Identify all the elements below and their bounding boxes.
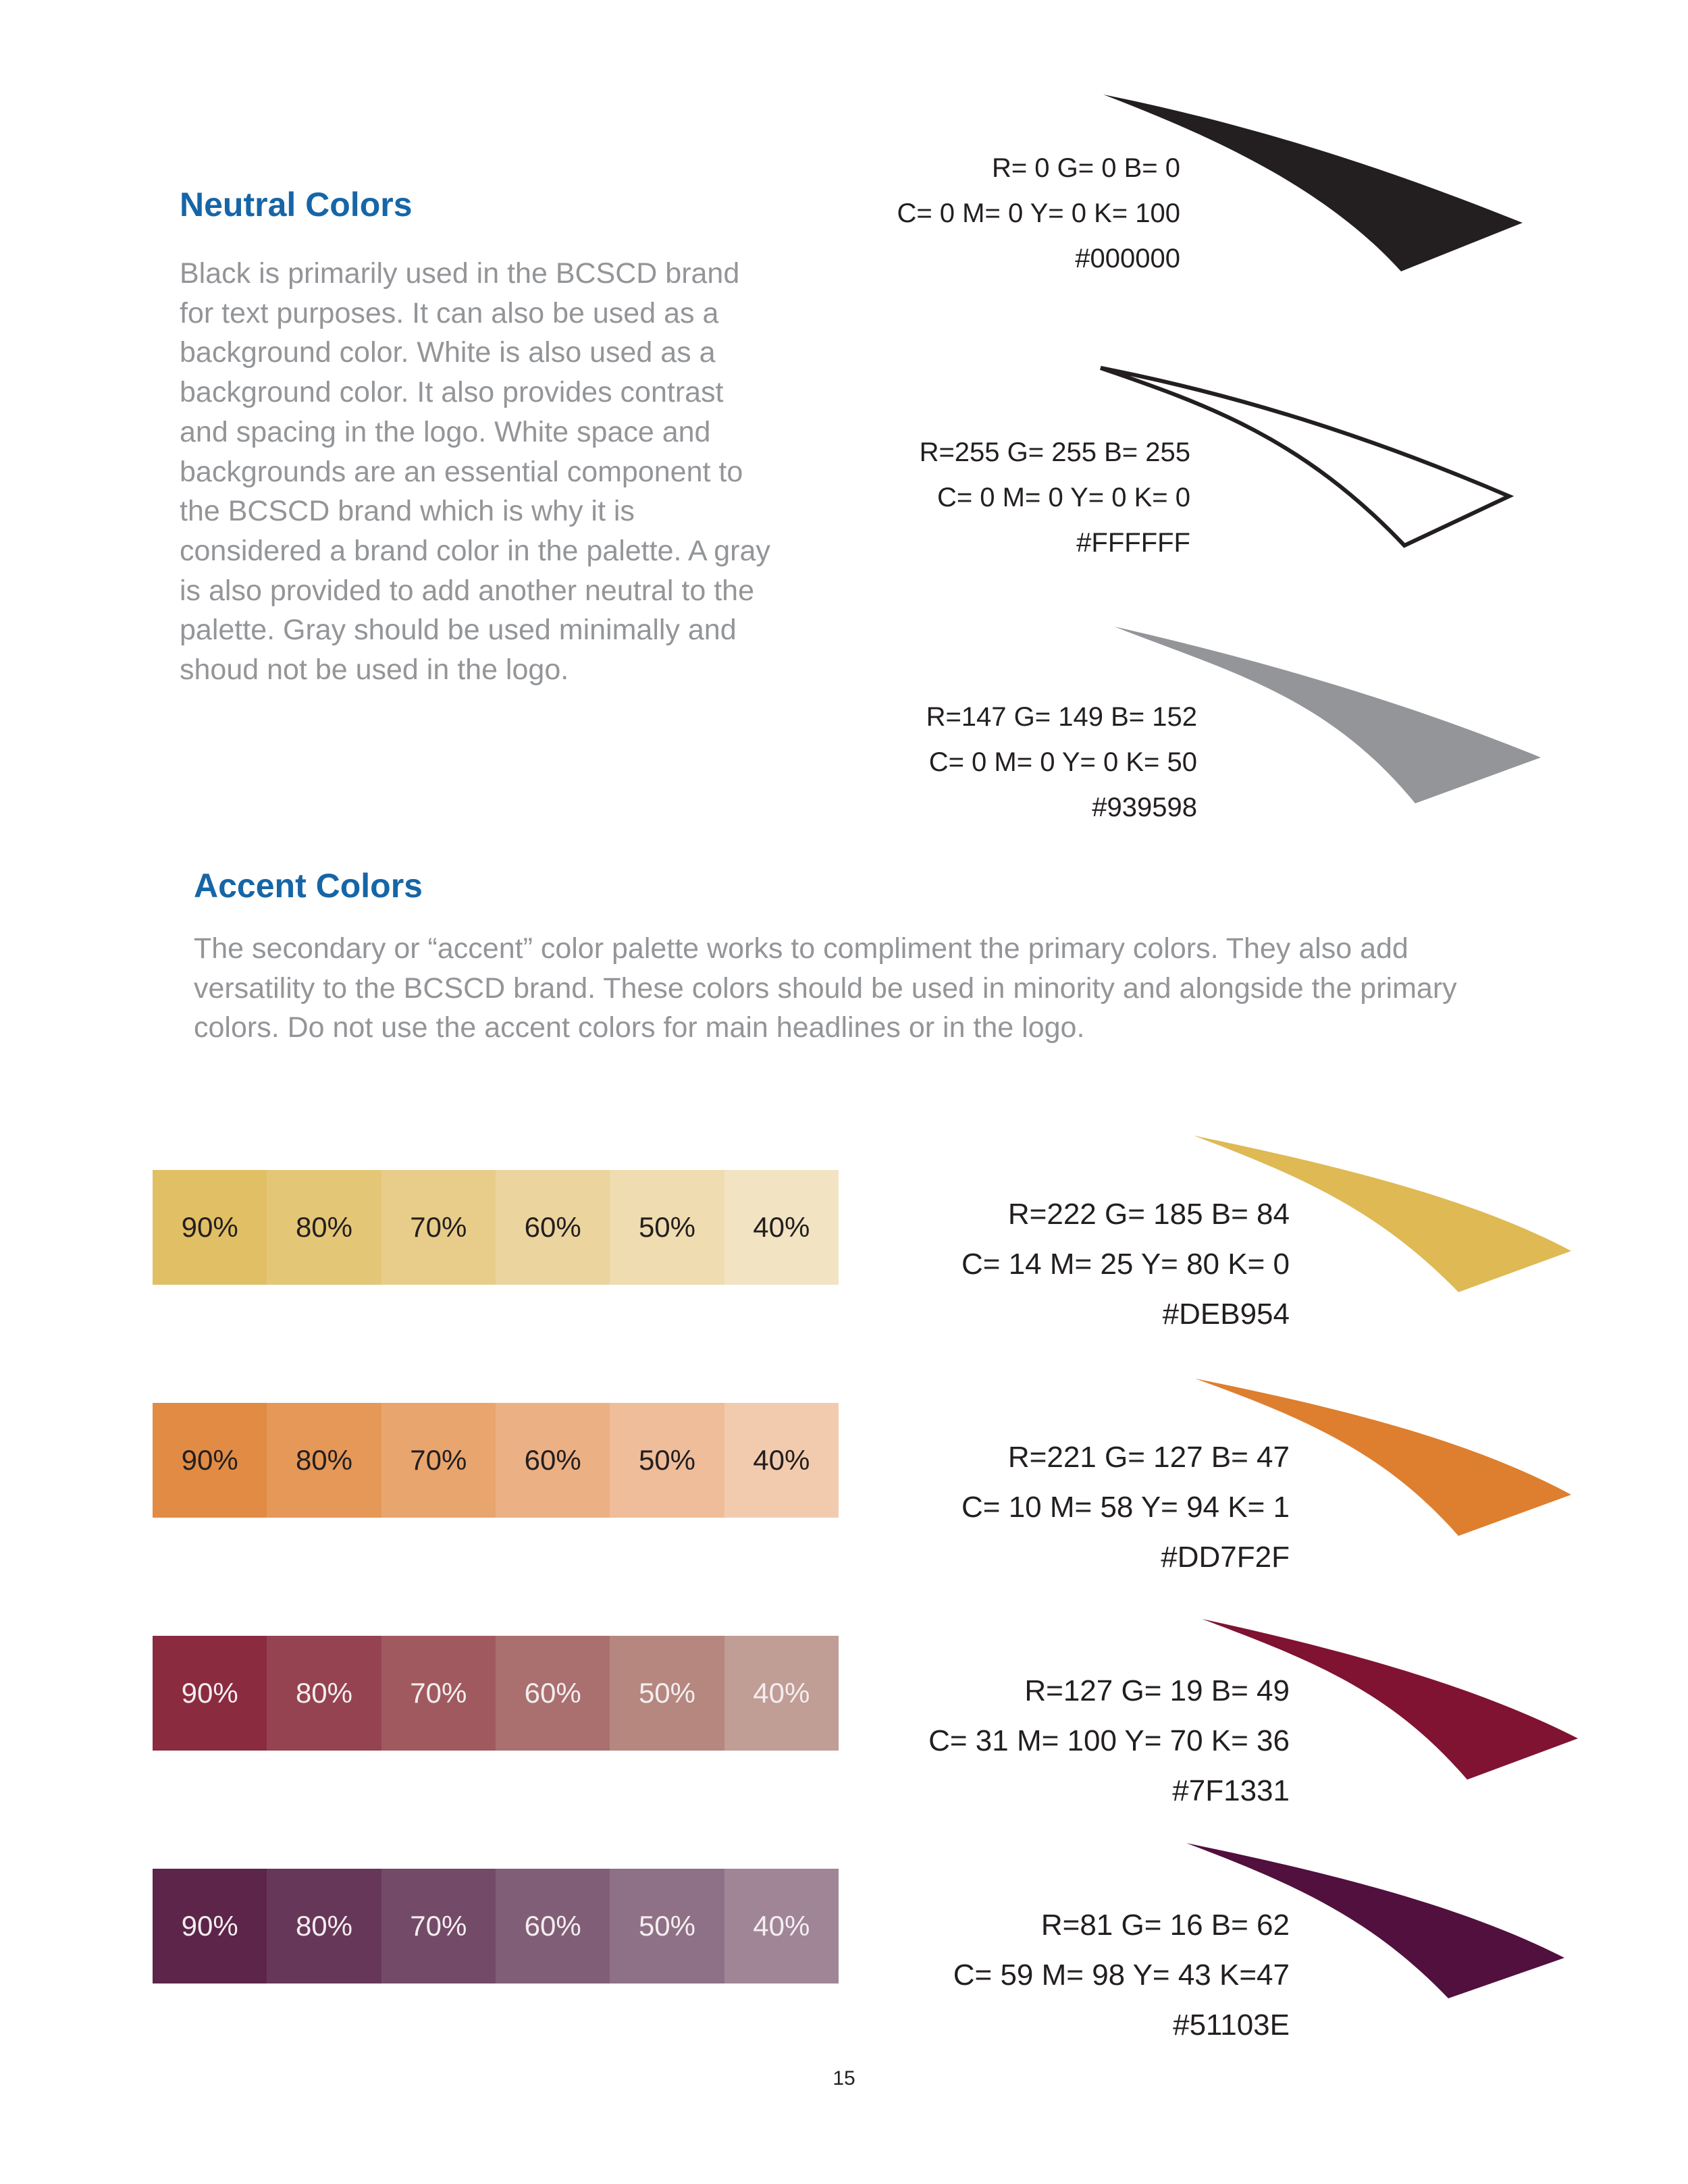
- crimson-cmyk: C= 31 M= 100 Y= 70 K= 36: [928, 1724, 1290, 1757]
- tint-label: 70%: [410, 1677, 467, 1709]
- orange-color-spec: [961, 1433, 1290, 1582]
- white-cmyk: C= 0 M= 0 Y= 0 K= 0: [937, 483, 1190, 512]
- black-color-spec: [897, 146, 1180, 282]
- tint-swatch-40: [724, 1869, 839, 1983]
- tint-label: 60%: [524, 1211, 581, 1243]
- black-rgb: R= 0 G= 0 B= 0: [991, 153, 1180, 183]
- crimson-hex: #7F1331: [1172, 1774, 1290, 1807]
- tint-swatch-80: [267, 1636, 381, 1751]
- tint-label: 80%: [295, 1677, 353, 1709]
- tint-label: 80%: [295, 1211, 353, 1243]
- crimson-tint-palette: [153, 1636, 839, 1751]
- tint-label: 50%: [638, 1910, 695, 1942]
- tint-swatch-70: [381, 1403, 496, 1518]
- black-cmyk: C= 0 M= 0 Y= 0 K= 100: [897, 198, 1180, 228]
- orange-hex: #DD7F2F: [1161, 1541, 1290, 1574]
- tint-swatch-70: [381, 1636, 496, 1751]
- tint-label: 50%: [638, 1444, 695, 1476]
- crimson-color-spec: [928, 1666, 1290, 1816]
- tint-swatch-50: [610, 1170, 724, 1285]
- gray-cmyk: C= 0 M= 0 Y= 0 K= 50: [928, 747, 1197, 777]
- gold-rgb: R=222 G= 185 B= 84: [1007, 1198, 1290, 1231]
- tint-label: 50%: [638, 1677, 695, 1709]
- tint-swatch-90: [153, 1869, 267, 1983]
- tint-label: 40%: [753, 1677, 810, 1709]
- white-rgb: R=255 G= 255 B= 255: [919, 437, 1190, 467]
- tint-swatch-50: [610, 1869, 724, 1983]
- page-number: 15: [833, 2067, 855, 2089]
- gray-hex: #939598: [1092, 793, 1197, 822]
- tint-swatch-80: [267, 1869, 381, 1983]
- tint-label: 70%: [410, 1444, 467, 1476]
- accent-colors-heading: Accent Colors: [194, 867, 423, 905]
- tint-swatch-80: [267, 1170, 381, 1285]
- tint-label: 50%: [638, 1211, 695, 1243]
- crimson-rgb: R=127 G= 19 B= 49: [1024, 1674, 1290, 1707]
- orange-rgb: R=221 G= 127 B= 47: [1007, 1441, 1290, 1474]
- plum-cmyk: C= 59 M= 98 Y= 43 K=47: [953, 1959, 1290, 1992]
- tint-label: 80%: [295, 1910, 353, 1942]
- tint-label: 60%: [524, 1444, 581, 1476]
- gold-tint-palette: [153, 1170, 839, 1285]
- plum-rgb: R=81 G= 16 B= 62: [1040, 1909, 1290, 1942]
- tint-label: 40%: [753, 1444, 810, 1476]
- black-hex: #000000: [1075, 244, 1180, 273]
- tint-swatch-40: [724, 1403, 839, 1518]
- white-color-spec: [920, 430, 1190, 566]
- accent-colors-description: The secondary or “accent” color palette works to compliment the primary colors. They also add versatility to the BCSCD brand. These colors should be used in minority and alongside the primary colors. Do not use the accent colors for main headlines or in the logo.: [194, 932, 1457, 1044]
- tint-label: 40%: [753, 1910, 810, 1942]
- gold-cmyk: C= 14 M= 25 Y= 80 K= 0: [961, 1248, 1290, 1281]
- tint-label: 80%: [295, 1444, 353, 1476]
- tint-label: 40%: [753, 1211, 810, 1243]
- gray-color-spec: [926, 695, 1197, 830]
- tint-swatch-70: [381, 1170, 496, 1285]
- white-hex: #FFFFFF: [1076, 528, 1190, 558]
- gray-rgb: R=147 G= 149 B= 152: [926, 702, 1197, 732]
- orange-cmyk: C= 10 M= 58 Y= 94 K= 1: [961, 1491, 1290, 1524]
- orange-tint-palette: [153, 1403, 839, 1518]
- tint-label: 70%: [410, 1910, 467, 1942]
- gold-color-spec: [961, 1190, 1290, 1339]
- tint-swatch-80: [267, 1403, 381, 1518]
- tint-swatch-90: [153, 1170, 267, 1285]
- tint-swatch-40: [724, 1170, 839, 1285]
- tint-label: 60%: [524, 1910, 581, 1942]
- neutral-colors-heading: Neutral Colors: [180, 186, 413, 223]
- tint-swatch-60: [496, 1170, 610, 1285]
- tint-label: 90%: [181, 1444, 238, 1476]
- tint-swatch-60: [496, 1403, 610, 1518]
- tint-swatch-70: [381, 1869, 496, 1983]
- tint-swatch-50: [610, 1403, 724, 1518]
- tint-swatch-60: [496, 1636, 610, 1751]
- neutral-colors-description: Black is primarily used in the BCSCD brand for text purposes. It can also be used as a background color. White is also used as a background color. It also provides contrast and spacing in the logo. White space and backgrounds are an essential component to the BCSCD brand which is why it is considered a brand color in the palette. A gray is also provided to add another neutral to the palette. Gray should be used minimally and shoud not be used in the logo.: [180, 257, 770, 687]
- tint-swatch-90: [153, 1403, 267, 1518]
- tint-label: 90%: [181, 1910, 238, 1942]
- tint-swatch-40: [724, 1636, 839, 1751]
- tint-label: 70%: [410, 1211, 467, 1243]
- tint-label: 60%: [524, 1677, 581, 1709]
- plum-hex: #51103E: [1173, 2008, 1290, 2042]
- tint-swatch-50: [610, 1636, 724, 1751]
- tint-swatch-90: [153, 1636, 267, 1751]
- gold-hex: #DEB954: [1162, 1298, 1290, 1331]
- tint-swatch-60: [496, 1869, 610, 1983]
- tint-label: 90%: [181, 1677, 238, 1709]
- plum-color-spec: [953, 1900, 1290, 2050]
- plum-tint-palette: [153, 1869, 839, 1983]
- tint-label: 90%: [181, 1211, 238, 1243]
